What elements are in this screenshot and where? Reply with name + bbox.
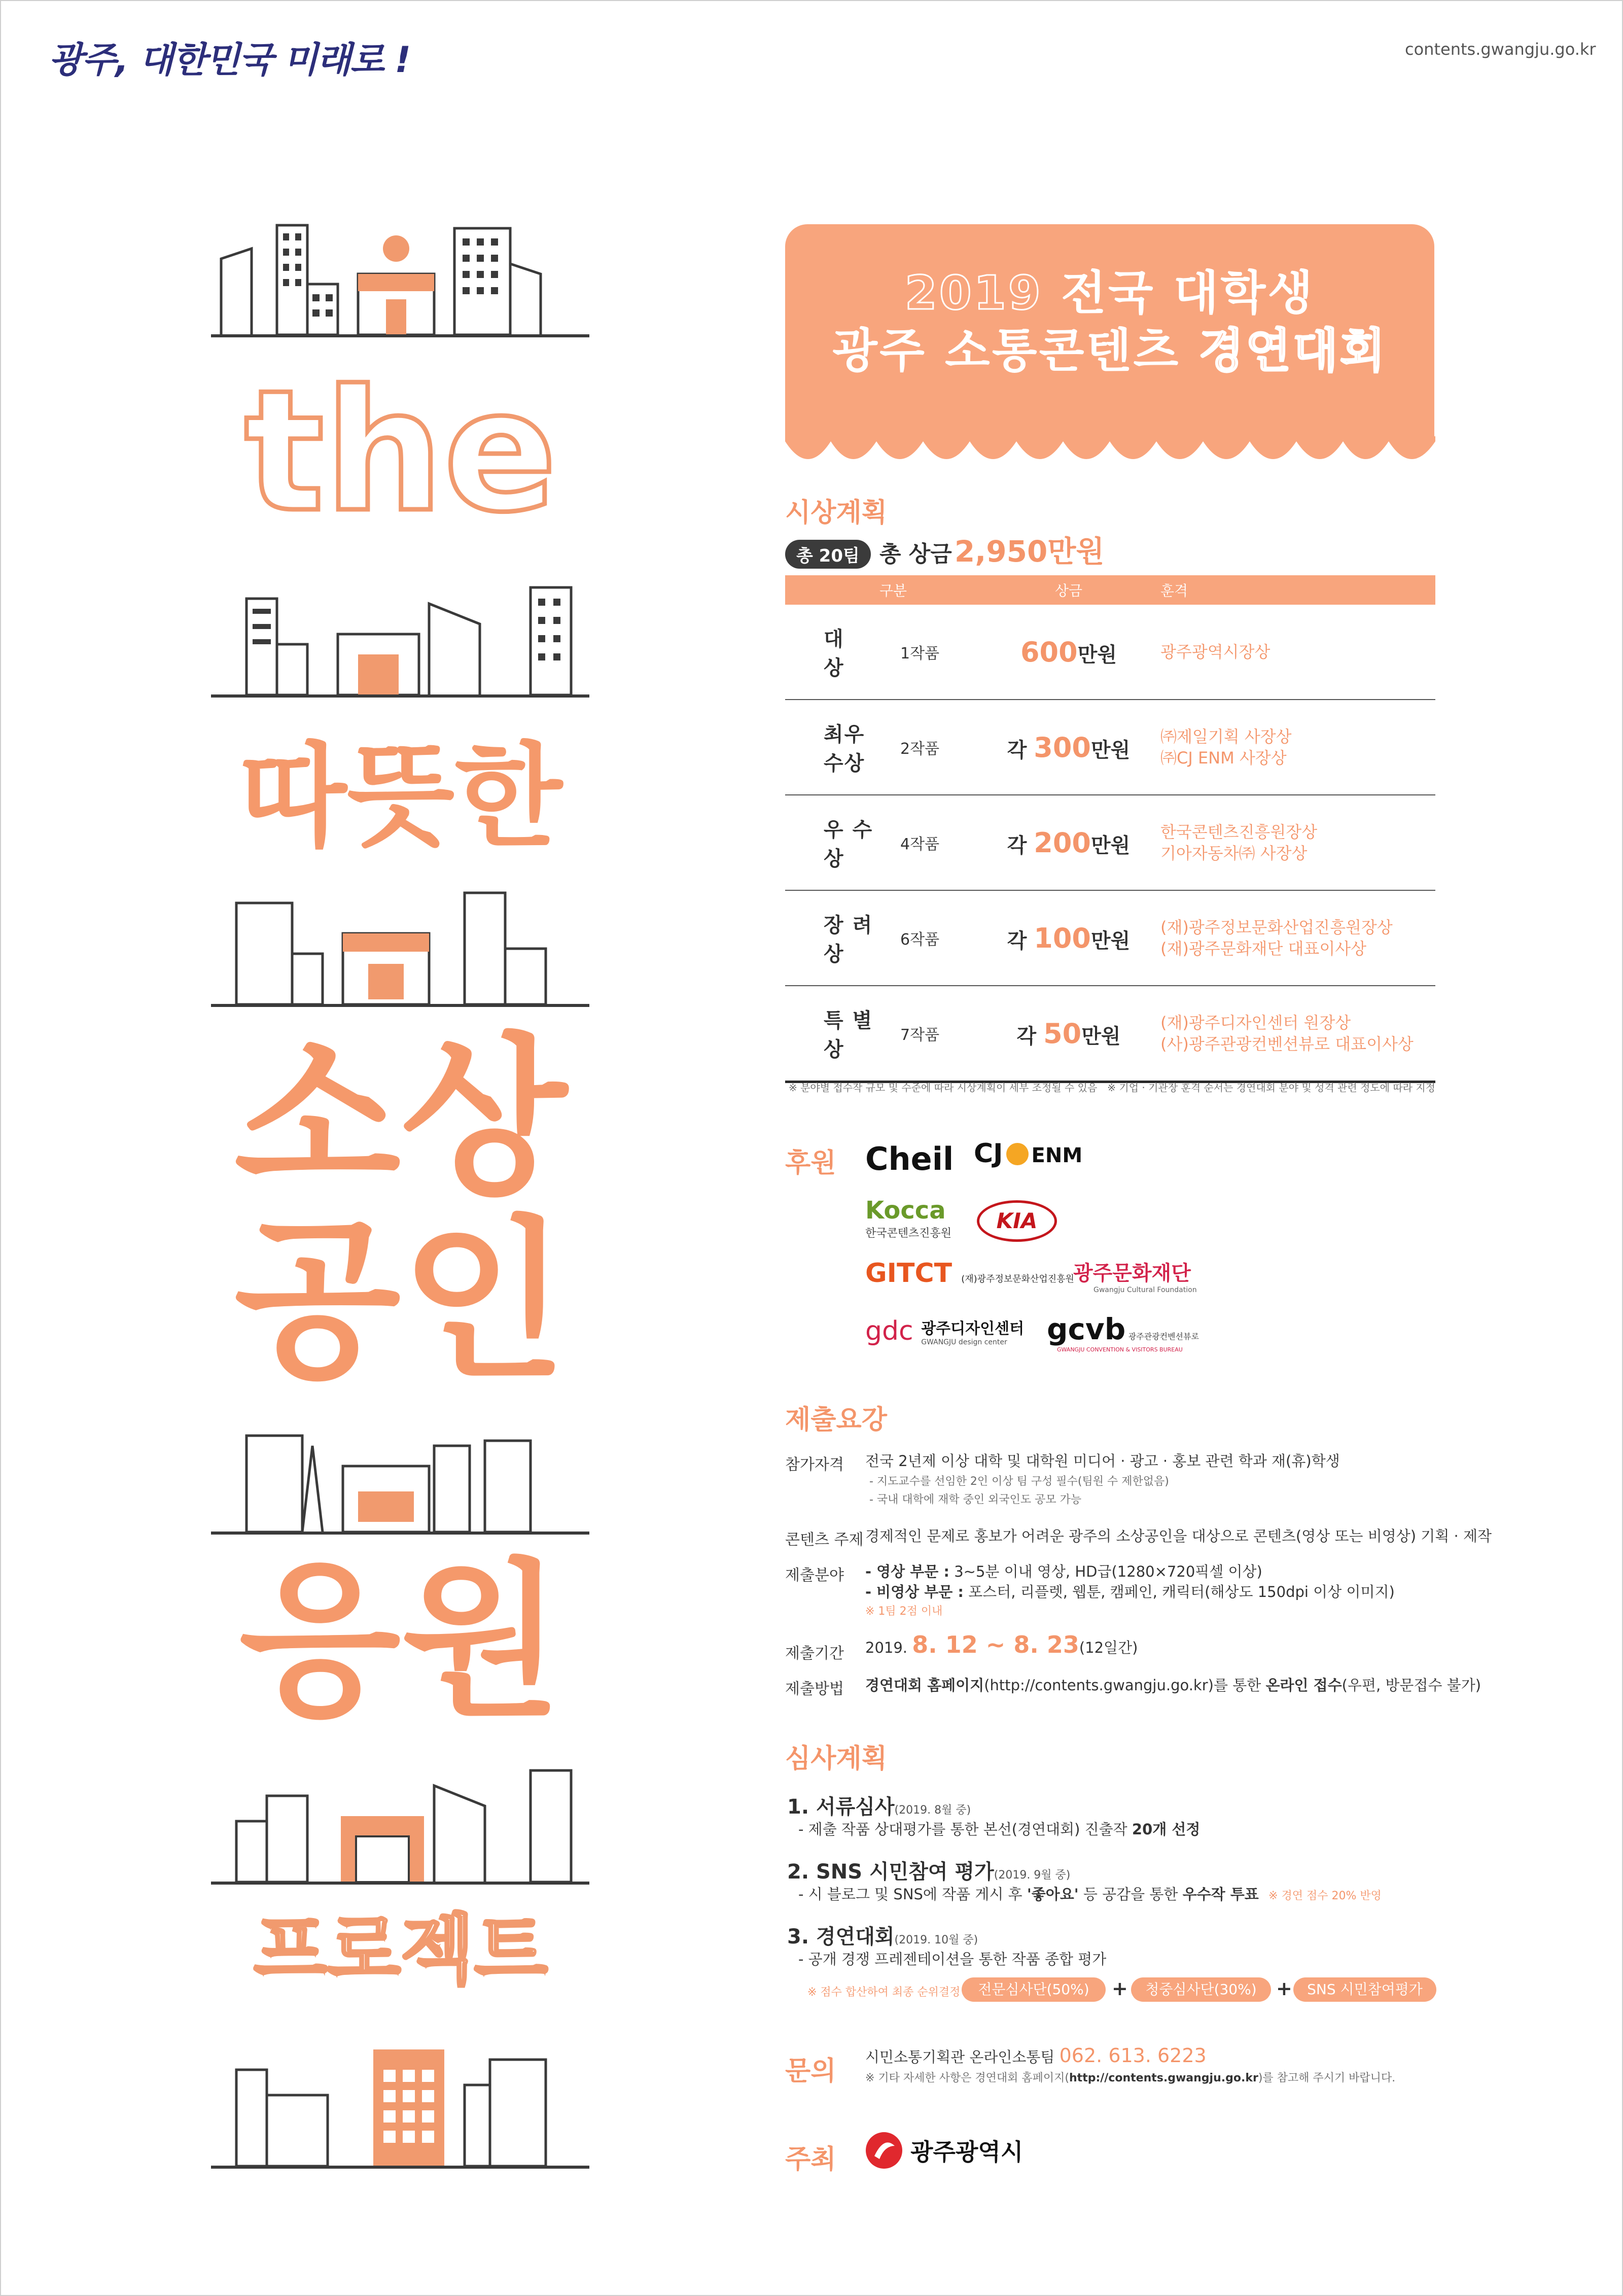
plus-sign: + [1276, 1977, 1292, 2000]
submission-section-title: 제출요강 [785, 1405, 887, 1435]
contact-note: ※ 기타 자세한 사항은 경연대회 홈페이지(http://contents.gwangju.go.kr)를 참고해 주시기 바랍니다. [865, 2072, 1396, 2084]
sponsors-label: 후원 [785, 1148, 836, 1178]
cityscape-illustration-3 [211, 888, 589, 1010]
judging-step-1: 1. 서류심사(2019. 8월 중) [787, 1795, 971, 1819]
award-row [785, 700, 1435, 795]
award-count: 6작품 [885, 890, 992, 986]
site-url[interactable]: contents.gwangju.go.kr [1405, 40, 1596, 59]
title-line-1 [785, 256, 1434, 323]
gcvb-logo: gcvb 광주관광컨벤션뷰로 GWANGJU CONVENTION & VISITORS BUREAU [1047, 1312, 1199, 1353]
field-nonvideo: - 비영상 부문 : 포스터, 리플렛, 웹툰, 캠페인, 캐릭터(해상도 150dpi 이상 이미지) [865, 1583, 1395, 1601]
chip-sns-citizen: SNS 시민참여평가(20%) [1293, 1977, 1436, 2002]
kia-logo: KIA [977, 1200, 1057, 1242]
gdc-logo: gdc 광주디자인센터 GWANGJU design center [865, 1316, 1025, 1346]
cj-enm-logo: CJ ENM [974, 1138, 1083, 1169]
judging-section-title: 심사계획 [785, 1744, 887, 1774]
slogan-logo: 광주, 대한민국 미래로 ! [49, 39, 410, 81]
award-count: 4작품 [885, 795, 992, 890]
field-label: 제출분야 [785, 1567, 844, 1584]
poster-word-support: 응원 [239, 1544, 562, 1738]
award-money: 각 200만원 [992, 795, 1145, 890]
award-giver: ㈜제일기획 사장상 ㈜CJ ENM 사장상 [1145, 700, 1435, 795]
award-name: 우 수 상 [785, 795, 885, 890]
award-name: 특 별 상 [785, 986, 885, 1082]
teams-pill: 총 20팀 [785, 540, 871, 569]
header-money: 상금 [992, 575, 1145, 605]
award-row [785, 795, 1435, 890]
gwangju-city-logo [864, 2131, 1023, 2170]
award-giver: (재)광주정보문화산업진흥원장상 (재)광주문화재단 대표이사상 [1145, 890, 1435, 986]
topic-label: 콘텐츠 주제 [785, 1531, 864, 1549]
cityscape-illustration-6 [211, 2029, 589, 2171]
period-text: 2019. 8. 12 ~ 8. 23(12일간) [865, 1631, 1138, 1658]
method-text: 경연대회 홈페이지(http://contents.gwangju.go.kr)를 통한 온라인 접수(우편, 방문접수 불가) [865, 1677, 1481, 1694]
gwangju-emblem-icon [864, 2131, 904, 2170]
plus-sign: + [1112, 1977, 1128, 2000]
award-count: 7작품 [885, 986, 992, 1082]
award-money: 각 100만원 [992, 890, 1145, 986]
award-name: 장 려 상 [785, 890, 885, 986]
poster-word-project: 프로젝트 [254, 1906, 548, 1995]
poster-word-small-1: 소상 [234, 1018, 568, 1219]
cityscape-illustration-2 [211, 583, 589, 700]
event-title-banner [785, 224, 1434, 439]
award-count: 2작품 [885, 700, 992, 795]
contact-line: 시민소통기획관 온라인소통팀 062. 613. 6223 [865, 2044, 1207, 2067]
period-label: 제출기간 [785, 1645, 844, 1662]
award-giver: (재)광주디자인센터 원장상 (사)광주관광컨벤션뷰로 대표이사상 [1145, 986, 1435, 1082]
prize-footnote: ※ 분야별 접수작 규모 및 수준에 따라 시상계획이 세부 조정될 수 있음 ※ 기업 · 기관장 훈격 순서는 경연대회 분야 및 성격 관련 정도에 따라 지정 [788, 1082, 1435, 1094]
chip-expert-jury: 전문심사단(50%) [962, 1977, 1106, 2002]
title-year: 2019 [904, 266, 1043, 320]
title-line1-text: 전국 대학생 [1061, 266, 1315, 320]
cheil-logo: Cheil [865, 1140, 954, 1177]
awards-table [785, 575, 1435, 1083]
award-row [785, 890, 1435, 986]
field-video: - 영상 부문 : 3~5분 이내 영상, HD급(1280×720픽셀 이상) [865, 1563, 1262, 1580]
award-row [785, 605, 1435, 700]
award-money: 각 50만원 [992, 986, 1145, 1082]
gitct-logo: GITCT (재)광주정보문화산업진흥원 [865, 1258, 1074, 1289]
kocca-logo: Kocca 한국콘텐츠진흥원 [865, 1196, 952, 1240]
poster-word-warm: 따뜻한 [239, 732, 562, 861]
field-note: ※ 1팀 2점 이내 [865, 1605, 943, 1618]
awning-scallop [785, 436, 1435, 477]
header-award: 훈격 [1145, 575, 1435, 605]
award-money: 각 300만원 [992, 700, 1145, 795]
cityscape-illustration-5 [211, 1765, 589, 1887]
contact-label: 문의 [785, 2056, 836, 2086]
title-line2-main: 광주 소통콘텐츠 [832, 324, 1181, 378]
award-giver: 광주광역시장상 [1145, 605, 1435, 700]
host-name: 광주광역시 [910, 2138, 1024, 2166]
eligibility-note-1: - 지도교수를 선임한 2인 이상 팀 구성 필수(팀원 수 제한없음) [869, 1475, 1169, 1488]
award-giver: 한국콘텐츠진흥원장상 기아자동차㈜ 사장상 [1145, 795, 1435, 890]
judging-step-2: 2. SNS 시민참여 평가(2019. 9월 중) [787, 1860, 1071, 1884]
judging-step-2-text: - 시 블로그 및 SNS에 작품 게시 후 '좋아요' 등 공감을 통한 우수작 투표 ※ 경연 점수 20% 반영 [798, 1886, 1382, 1903]
award-money: 600만원 [992, 605, 1145, 700]
award-row [785, 986, 1435, 1082]
award-name: 대 상 [785, 605, 885, 700]
prize-section-title: 시상계획 [785, 498, 887, 528]
title-line2-outline: 경연대회 [1198, 324, 1387, 378]
cityscape-illustration-4 [211, 1415, 589, 1537]
judging-step-3: 3. 경연대회(2019. 10월 중) [787, 1925, 978, 1949]
eligibility-note-2: - 국내 대학에 재학 중인 외국인도 공모 가능 [869, 1493, 1082, 1506]
award-count: 1작품 [885, 605, 992, 700]
chip-audience-jury: 청중심사단(30%) [1131, 1977, 1271, 2002]
poster-word-small-2: 공인 [234, 1201, 568, 1402]
score-note: ※ 점수 합산하여 최종 순위결정 [807, 1986, 961, 1999]
host-label: 주최 [785, 2144, 836, 2175]
awards-header-row [785, 575, 1435, 605]
poster-word-the: the [244, 354, 557, 549]
title-line-2 [785, 314, 1434, 380]
cityscape-illustration-1 [211, 218, 589, 340]
topic-text: 경제적인 문제로 홍보가 어려운 광주의 소상공인을 대상으로 콘텐츠(영상 또는 비영상) 기획 · 제작 [865, 1527, 1492, 1545]
prize-summary [785, 528, 1104, 570]
judging-step-1-text: - 제출 작품 상대평가를 통한 본선(경연대회) 진출작 20개 선정 [798, 1821, 1201, 1838]
judging-step-3-text: - 공개 경쟁 프레젠테이션을 통한 작품 종합 평가 [798, 1951, 1107, 1968]
method-label: 제출방법 [785, 1680, 844, 1698]
gwangju-cultural-foundation-logo: 광주문화재단 Gwangju Cultural Foundation [1073, 1262, 1197, 1294]
award-name: 최우수상 [785, 700, 885, 795]
total-label: 총 상금 [879, 541, 952, 567]
header-category: 구분 [785, 575, 992, 605]
eligibility-text: 전국 2년제 이상 대학 및 대학원 미디어 · 광고 · 홍보 관련 학과 재(휴)학생 [865, 1452, 1340, 1470]
eligibility-label: 참가자격 [785, 1456, 844, 1474]
total-prize-value: 2,950만원 [954, 534, 1105, 569]
